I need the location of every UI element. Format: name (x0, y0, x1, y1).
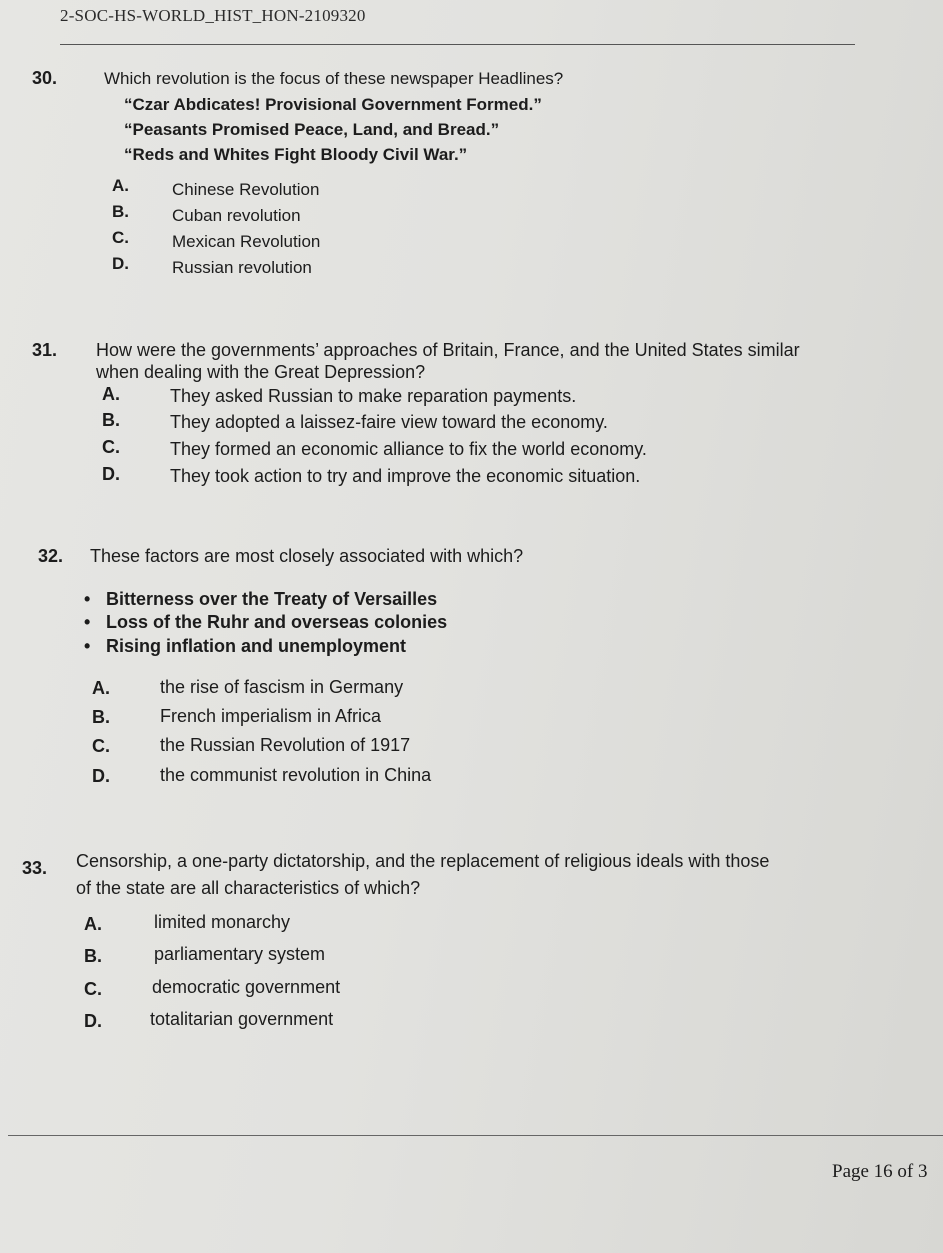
option-text: Chinese Revolution (172, 180, 320, 199)
question-stem-line-2: when dealing with the Great Depression? (96, 362, 426, 382)
option-text: They formed an economic alliance to fix the world economy. (170, 439, 647, 459)
question-stem-line-1: How were the governments’ approaches of Britain, France, and the United States similar (96, 340, 800, 360)
option-letter: D. (84, 1011, 102, 1031)
option-text: Cuban revolution (172, 206, 301, 225)
question-number: 32. (38, 546, 64, 566)
option-text: limited monarchy (154, 912, 291, 932)
option-letter: B. (92, 707, 110, 727)
headline: “Peasants Promised Peace, Land, and Bread.” (124, 120, 500, 139)
option-letter: C. (92, 736, 110, 756)
question-number: 31. (32, 340, 58, 360)
question-stem-line-1: Censorship, a one-party dictatorship, and the replacement of religious ideals with those (76, 851, 770, 871)
option-letter: C. (102, 437, 120, 457)
option-text: democratic government (152, 977, 341, 997)
option-text: They asked Russian to make reparation payments. (170, 386, 577, 406)
bullet-factor: • Loss of the Ruhr and overseas colonies (106, 612, 447, 633)
option-text: They adopted a laissez-faire view toward the economy. (170, 412, 608, 432)
headline: “Czar Abdicates! Provisional Government Formed.” (124, 95, 542, 114)
option-text: French imperialism in Africa (160, 706, 382, 726)
headline: “Reds and Whites Fight Bloody Civil War.” (124, 145, 468, 164)
option-text: the rise of fascism in Germany (160, 677, 404, 697)
option-letter: B. (112, 202, 129, 221)
option-text: the communist revolution in China (160, 765, 432, 785)
option-letter: B. (84, 946, 102, 966)
question-number: 30. (32, 68, 58, 88)
question-stem: Which revolution is the focus of these newspaper Headlines? (104, 69, 564, 88)
option-text: parliamentary system (154, 944, 326, 964)
page-number: Page 16 of 3 (832, 1161, 928, 1182)
question-stem: These factors are most closely associated with which? (90, 546, 524, 566)
option-text: totalitarian government (150, 1009, 334, 1029)
option-letter: D. (112, 254, 129, 273)
option-text: Mexican Revolution (172, 232, 321, 251)
option-letter: D. (102, 464, 120, 484)
bullet-factor: • Rising inflation and unemployment (106, 636, 406, 657)
document-code: 2-SOC-HS-WORLD_HIST_HON-2109320 (60, 6, 366, 25)
header-rule (60, 44, 855, 45)
option-text: Russian revolution (172, 258, 312, 277)
option-text: the Russian Revolution of 1917 (160, 735, 411, 755)
option-letter: D. (92, 766, 110, 786)
option-letter: A. (102, 384, 120, 404)
option-letter: A. (92, 678, 110, 698)
option-letter: A. (84, 914, 102, 934)
question-number: 33. (22, 858, 48, 878)
option-letter: A. (112, 176, 129, 195)
question-stem-line-2: of the state are all characteristics of which? (76, 878, 421, 898)
option-letter: C. (112, 228, 129, 247)
bullet-factor: • Bitterness over the Treaty of Versailles (106, 589, 437, 610)
option-text: They took action to try and improve the economic situation. (170, 466, 641, 486)
option-letter: C. (84, 979, 102, 999)
footer-rule (8, 1135, 943, 1136)
option-letter: B. (102, 410, 120, 430)
